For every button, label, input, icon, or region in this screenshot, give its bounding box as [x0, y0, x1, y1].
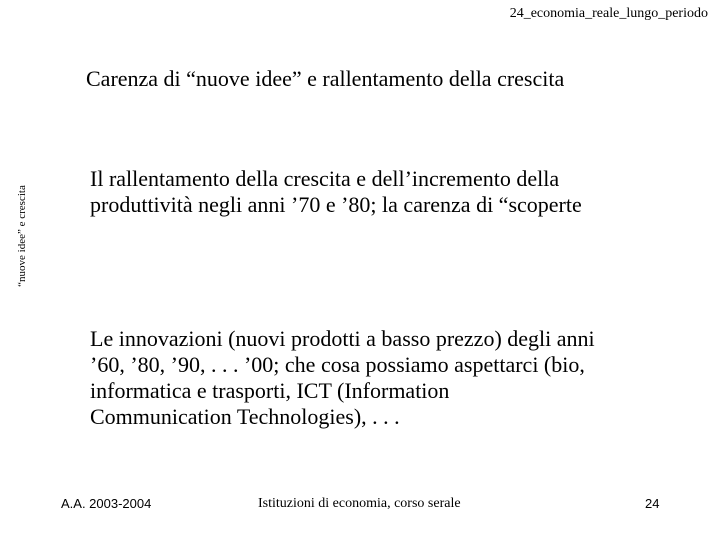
paragraph-line: informatica e trasporti, ICT (Information [90, 378, 450, 403]
paragraph-line: Communication Technologies), . . . [90, 404, 400, 429]
paragraph-line: ’60, ’80, ’90, . . . ’00; che cosa possiamo aspettarci (bio, [90, 352, 585, 377]
side-label: “nuove idee” e crescita [16, 185, 28, 287]
paragraph-line: Le innovazioni (nuovi prodotti a basso prezzo) degli anni [90, 326, 595, 351]
header-file-name: 24_economia_reale_lungo_periodo [509, 6, 708, 21]
slide-title: Carenza di “nuove idee” e rallentamento della crescita [86, 66, 565, 91]
footer-academic-year: A.A. 2003-2004 [61, 496, 152, 511]
paragraph-productivity-slowdown [90, 166, 670, 218]
paragraph-innovations [90, 326, 670, 430]
footer-course: Istituzioni di economia, corso serale [258, 496, 461, 511]
footer-page-number: 24 [645, 496, 660, 511]
paragraph-line: Il rallentamento della crescita e dell’incremento della [90, 166, 560, 191]
paragraph-line: produttività negli anni ’70 e ’80; la carenza di “scoperte [90, 192, 582, 217]
